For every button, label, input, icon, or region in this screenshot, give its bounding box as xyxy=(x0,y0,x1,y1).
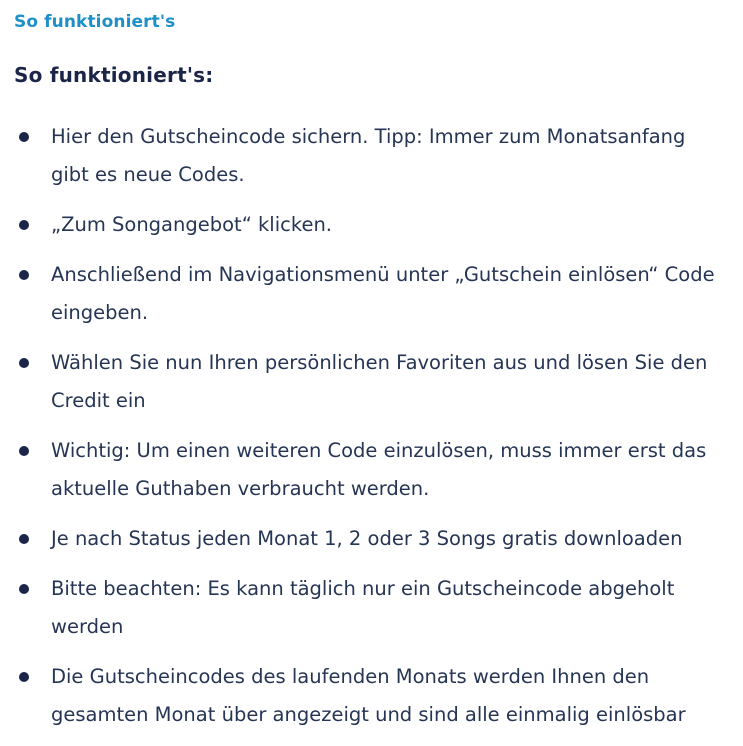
list-item-text: Anschließend im Navigationsmenü unter „Gutschein einlösen“ Code eingeben. xyxy=(51,263,715,324)
bullet-icon xyxy=(19,358,29,368)
list-item-text: Hier den Gutscheincode sichern. Tipp: Immer zum Monatsanfang gibt es neue Codes. xyxy=(51,125,686,186)
list-item xyxy=(14,118,729,194)
bullet-icon xyxy=(19,220,29,230)
bullet-icon xyxy=(19,132,29,142)
section-link-so-funktionierts[interactable]: So funktioniert's xyxy=(14,12,176,32)
list-item-text: Wichtig: Um einen weiteren Code einzulösen, muss immer erst das aktuelle Guthaben verbraucht werden. xyxy=(51,439,707,500)
list-item-text: Bitte beachten: Es kann täglich nur ein Gutscheincode abgeholt werden xyxy=(51,577,675,638)
list-item xyxy=(14,432,729,508)
list-item xyxy=(14,206,729,244)
list-item-text: Die Gutscheincodes des laufenden Monats werden Ihnen den gesamten Monat über angezeigt und sind alle einmalig einlösbar xyxy=(51,665,686,726)
list-item xyxy=(14,520,729,558)
bullet-icon xyxy=(19,584,29,594)
list-item-text: Wählen Sie nun Ihren persönlichen Favoriten aus und lösen Sie den Credit ein xyxy=(51,351,708,412)
bullet-icon xyxy=(19,270,29,280)
section-heading: So funktioniert's: xyxy=(14,63,214,87)
bullet-icon xyxy=(19,446,29,456)
list-item xyxy=(14,570,729,646)
bullet-icon xyxy=(19,672,29,682)
instructions-list xyxy=(14,118,729,746)
list-item xyxy=(14,658,729,734)
bullet-icon xyxy=(19,534,29,544)
list-item-text: Je nach Status jeden Monat 1, 2 oder 3 Songs gratis downloaden xyxy=(51,527,683,550)
list-item xyxy=(14,344,729,420)
list-item-text: „Zum Songangebot“ klicken. xyxy=(51,213,332,236)
list-item xyxy=(14,256,729,332)
